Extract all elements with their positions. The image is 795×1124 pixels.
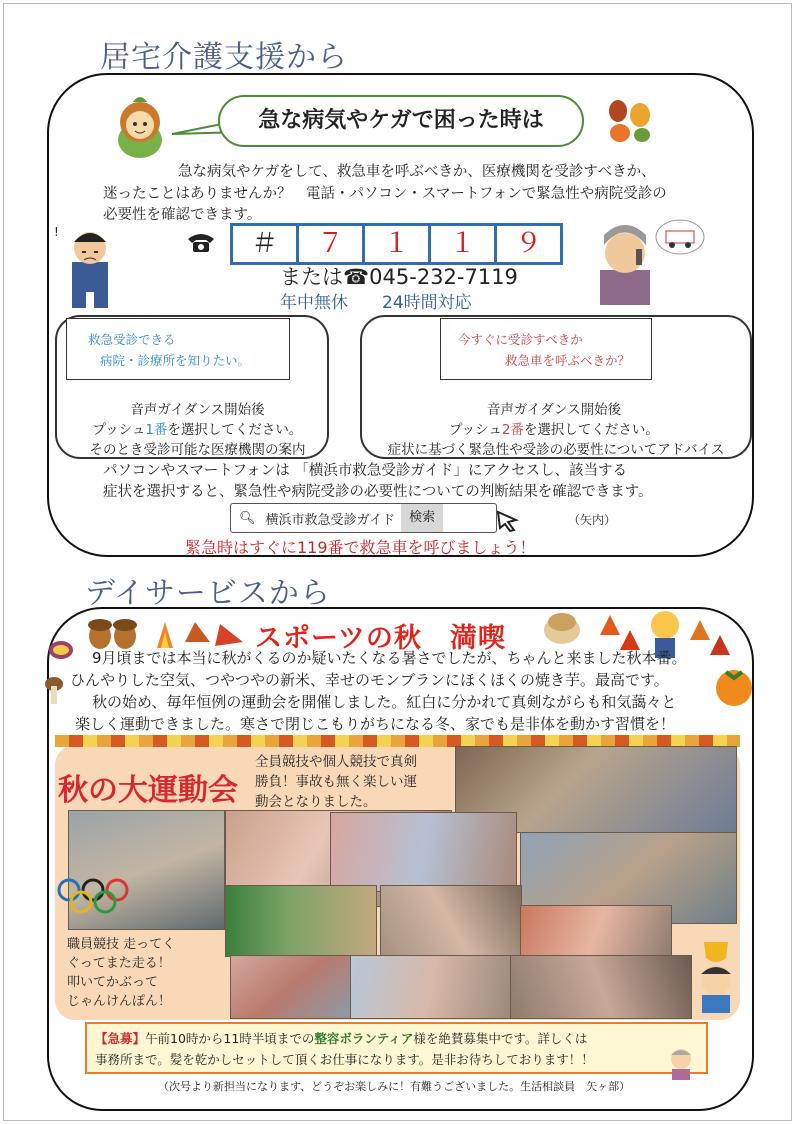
search-bar[interactable] xyxy=(230,503,497,533)
alternate-phone-number: または☎045-232-7119 xyxy=(280,265,518,289)
olympic-rings-icon xyxy=(55,875,135,920)
persimmon-icon xyxy=(712,660,758,710)
mushroom-icon xyxy=(44,672,64,712)
phone-digit-hash: ＃ xyxy=(230,223,299,265)
volunteer-highlight: 整容ボランティア xyxy=(314,1031,414,1046)
grandmother-icon xyxy=(665,1045,697,1081)
body-line-4: 楽しく運動できました。寒さで閉じこもりがちになる冬、家でも是非体を動かす習慣を！ xyxy=(75,715,676,733)
urgent-tag: 【急募】 xyxy=(95,1031,146,1046)
intro-line-2: 迷ったことはありませんか？ 電話・パソコン・スマートフォンで緊急性や病院受診の xyxy=(103,186,667,202)
autumn-decoration-icons xyxy=(85,612,250,652)
photo-participants-8 xyxy=(510,955,692,1019)
body-line-1: 9月頃までは本当に秋がくるのか疑いたくなる暑さでしたが、ちゃんと来ました秋本番。 xyxy=(92,649,687,667)
pc-line-1: パソコンやスマートフォンは 「横浜市救急受診ガイド」にアクセスし、該当する xyxy=(103,463,627,479)
mascot-illustration xyxy=(105,92,175,162)
section2-heading: デイサービスから xyxy=(85,576,331,611)
push-instruction xyxy=(65,418,330,438)
event-note-line: 全員競技や個人競技で真剣 xyxy=(255,754,417,770)
photo-participants-4 xyxy=(380,885,522,962)
photo-participants-5 xyxy=(520,905,672,962)
push-label: プッシュ xyxy=(92,422,146,438)
phone-digit: ７ xyxy=(296,223,365,265)
headline-bubble: 急な病気やケガで困った時は xyxy=(218,95,584,147)
svg-text:!: ! xyxy=(54,225,59,239)
search-button[interactable]: 検索 xyxy=(401,504,443,532)
push-number: 2番 xyxy=(501,422,524,438)
staff-note-line: ぐってまた走る！ xyxy=(67,956,171,971)
guidance-text: 音声ガイダンス開始後 xyxy=(130,402,265,418)
photo-team-flags xyxy=(225,885,377,957)
event-note-line: 動会となりました。 xyxy=(255,794,377,810)
volunteer-text: 午前10時から11時半頃までの xyxy=(145,1031,315,1046)
flag-text: 病院・診療所を知りたい。 xyxy=(100,353,251,368)
sports-day-title: 秋の大運動会 xyxy=(58,773,238,808)
autumn-leaves-icon xyxy=(600,95,660,145)
volunteer-notice xyxy=(85,1022,708,1074)
photo-participants-6 xyxy=(230,955,352,1019)
search-icon: 🔍︎ xyxy=(239,510,256,526)
flag-text: 救急車を呼ぶべきか？ xyxy=(505,353,631,368)
option-flag-hospital xyxy=(66,318,290,380)
intro-line-1: 急な病気やケガをして、救急車を呼ぶべきか、医療機関を受診すべきか、 xyxy=(178,164,656,180)
guidance-text: 音声ガイダンス開始後 xyxy=(486,402,622,418)
cursor-arrow-icon xyxy=(496,510,522,532)
photo-participants-7 xyxy=(350,955,512,1019)
sports-autumn-title: スポーツの秋 満喫 xyxy=(255,623,506,654)
flag-text: 救急受診できる xyxy=(88,332,176,347)
body-line-2: ひんやりした空気、つやつやの新米、幸せのモンブランにほくほくの焼き芋。最高です。 xyxy=(70,671,669,689)
body-line-3: 秋の始め、毎年恒例の運動会を開催しました。紅白に分かれて真剣ながらも和気藹々と xyxy=(92,693,677,711)
woman-on-phone-illustration xyxy=(590,215,705,305)
phone-digit: １ xyxy=(362,223,431,265)
phone-number-grid xyxy=(233,223,563,265)
push-label-post: を選択してください。 xyxy=(523,422,659,438)
author-name: （矢内） xyxy=(568,513,617,527)
section1-heading: 居宅介護支援から xyxy=(100,40,348,75)
phone-digit: １ xyxy=(428,223,497,265)
push-number: 1番 xyxy=(145,422,168,438)
volunteer-text: 様を絶賛募集中です。詳しくは xyxy=(413,1031,588,1046)
footer-note: （次号より新担当になります、どうぞお楽しみに！有難うございました。生活相談員 矢ヶ部） xyxy=(158,1080,631,1093)
intro-line-3: 必要性を確認できます。 xyxy=(103,207,262,223)
staff-note-line: 叩いてかぶって xyxy=(67,975,159,990)
search-input[interactable]: 横浜市救急受診ガイド xyxy=(265,512,396,528)
event-note-line: 勝負！事故も無く楽しい運 xyxy=(255,774,417,790)
flag-text: 今すぐに受診すべきか xyxy=(458,332,583,347)
pc-line-2: 症状を選択すると、緊急性や病院受診の必要性についての判断結果を確認できます。 xyxy=(103,484,653,500)
telephone-icon xyxy=(186,231,216,253)
option-flag-urgency xyxy=(440,318,652,380)
staff-note-line: 職員競技 走ってく xyxy=(67,937,176,952)
push-label: プッシュ xyxy=(449,422,502,438)
sweet-potato-icon xyxy=(46,635,76,665)
push-instruction xyxy=(360,418,748,438)
push-label-post: を選択してください。 xyxy=(167,422,303,438)
volunteer-text-line2: 事務所まで。髪を乾かしセットして頂くお仕事になります。是非お待ちしております！！ xyxy=(95,1052,594,1067)
worried-man-illustration xyxy=(50,222,130,310)
photo-participants-2 xyxy=(330,812,517,892)
staff-note-line: じゃんけんぽん！ xyxy=(67,994,172,1009)
service-hours: 年中無休 24時間対応 xyxy=(280,293,472,313)
hospital-info-text: そのとき受診可能な医療機関の案内 xyxy=(89,442,306,458)
phone-digit: ９ xyxy=(494,223,563,265)
advice-text: 症状に基づく緊急性や受診の必要性についてアドバイス xyxy=(387,442,725,458)
trophy-boy-illustration xyxy=(686,940,746,1015)
emergency-note: 緊急時はすぐに119番で救急車を呼びましょう！ xyxy=(185,538,536,557)
